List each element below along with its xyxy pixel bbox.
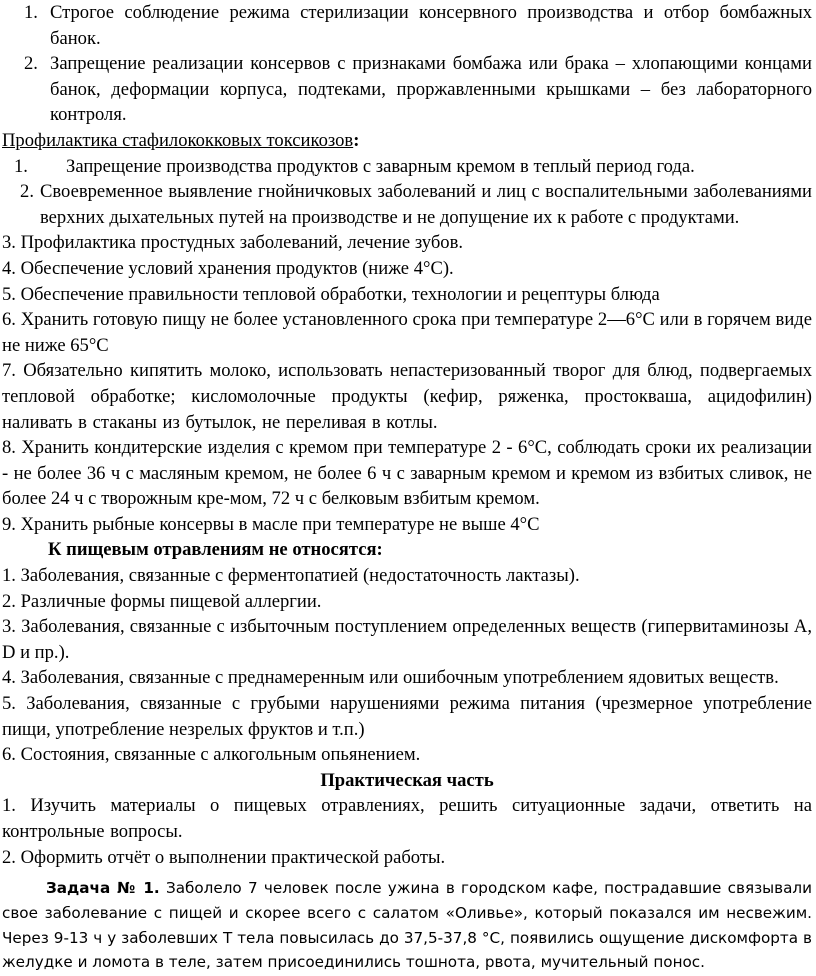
list-item: 8. Хранить кондитерские изделия с кремом при температуре 2 - 6°С, соблюдать сроки их реализации - не более 36 ч с масляным кремом, не более 6 ч с заварным кремом и кремом из взбитых сливок, не более 24 ч с творожным кре-мом, 72 ч с белковым взбитым кремом. (2, 437, 812, 510)
list-text: Запрещение производства продуктов с заварным кремом в теплый период года. (66, 155, 695, 177)
list-number: 1. (14, 155, 28, 177)
section-heading-text: Профилактика стафилококковых токсикозов (2, 129, 354, 151)
task-paragraph (2, 876, 812, 975)
list-item (2, 179, 812, 230)
list-item: 2. Различные формы пищевой аллергии. (2, 590, 322, 612)
list-item (2, 154, 812, 180)
list-item (24, 51, 812, 128)
list-number: 2. (20, 181, 34, 203)
task-label: Задача № 1. (46, 879, 160, 898)
list-item (24, 0, 812, 51)
list-number: 2. (24, 53, 38, 75)
list-item: 1. Заболевания, связанные с ферментопатией (недостаточность лактазы). (2, 565, 580, 587)
list-item: 3. Заболевания, связанные с избыточным поступлением определенных веществ (гипервитаминозы A, D и пр.). (2, 616, 812, 663)
section-heading-staph (2, 128, 812, 154)
heading-colon: : (353, 129, 360, 151)
list-text: Запрещение реализации консервов с признаками бомбажа или брака – хлопающими концами банок, деформации корпуса, подтеками, проржавленными крышками – без лабораторного контроля. (50, 53, 812, 126)
list-item: 5. Обеспечение правильности тепловой обработки, технологии и рецептуры блюда (2, 283, 660, 305)
list-number: 1. (24, 2, 38, 23)
list-item: 6. Состояния, связанные с алкогольным опьянением. (2, 744, 421, 766)
list-item: 1. Изучить материалы о пищевых отравлениях, решить ситуационные задачи, ответить на контрольные вопросы. (2, 795, 812, 842)
task-text: Заболело 7 человек после ужина в городском кафе, пострадавшие связывали свое заболевание с пищей и скорее всего с салатом «Оливье», который показался им несвежим. Через 9-13 ч у заболевших Т тела повысилась до 37,5-37,8 °С, появились ощущение дискомфорта в желудке и ломота в теле, затем присоединились тошнота, рвота, мучительный понос. (2, 879, 812, 972)
section-heading-not-poisoning: К пищевым отравлениям не относятся: (48, 539, 383, 561)
list-item: 7. Обязательно кипятить молоко, использовать непастеризованный творог для блюд, подвергаемых тепловой обработке; кисломолочные продукты (кефир, ряженка, простокваша, ацидофилин) наливать в стаканы из бутылок, не переливая в котлы. (2, 360, 812, 433)
list-item: 6. Хранить готовую пищу не более установленного срока при температуре 2—6°С или в горячем виде не ниже 65°С (2, 309, 812, 356)
list-text: Своевременное выявление гнойничковых заболеваний и лиц с воспалительными заболеваниями верхних дыхательных путей на производстве и не допущение их к работе с продуктами. (40, 181, 812, 228)
section-heading-practical: Практическая часть (320, 769, 494, 791)
list-item: 4. Заболевания, связанные с преднамеренным или ошибочным употреблением ядовитых веществ. (2, 667, 779, 689)
list-item: 5. Заболевания, связанные с грубыми нарушениями режима питания (чрезмерное употребление пищи, употребление незрелых фруктов и т.п.) (2, 693, 812, 740)
list-item: 2. Оформить отчёт о выполнении практической работы. (2, 846, 446, 868)
list-text: Строгое соблюдение режима стерилизации консервного производства и отбор бомбажных банок. (50, 2, 812, 49)
list-item: 4. Обеспечение условий хранения продуктов (ниже 4°С). (2, 257, 454, 279)
list-item: 3. Профилактика простудных заболеваний, лечение зубов. (2, 232, 464, 254)
list-item: 9. Хранить рыбные консервы в масле при температуре не выше 4°С (2, 513, 540, 535)
